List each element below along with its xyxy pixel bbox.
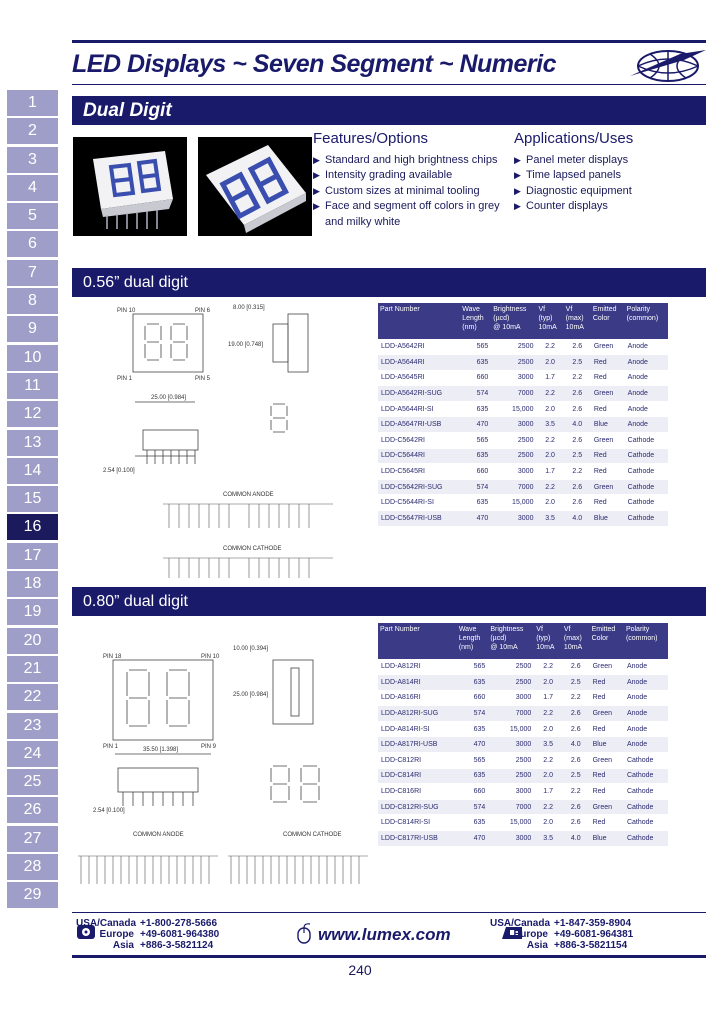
dim-pin-spacing: 2.54 [0.100]: [103, 468, 135, 474]
cell-bright: 3000: [488, 784, 534, 800]
dim-height: 25.00 [0.984]: [233, 692, 269, 698]
cell-part: LDD-A812RI: [378, 659, 457, 675]
header-title-rule: [72, 84, 706, 85]
col-part-number: Part Number: [378, 303, 460, 339]
col-vf-typ: Vf (typ) 10mA: [536, 303, 563, 339]
page-title: LED Displays ~ Seven Segment ~ Numeric: [72, 50, 556, 78]
cell-wave: 635: [457, 815, 489, 831]
cell-typ: 1.7: [534, 690, 562, 706]
side-tab-21[interactable]: 21: [7, 656, 58, 682]
cell-bright: 3000: [491, 370, 536, 386]
cell-pol: Cathode: [625, 511, 668, 527]
bullet-arrow-icon: ▶: [514, 170, 521, 181]
cell-part: LDD-A5642RI-SUG: [378, 386, 460, 402]
dim-pin-spacing: 2.54 [0.100]: [93, 808, 125, 814]
side-tab-17[interactable]: 17: [7, 543, 58, 569]
table-row: [378, 721, 668, 737]
pin-label-6: PIN 6: [195, 308, 211, 314]
cell-wave: 574: [457, 706, 489, 722]
cell-typ: 2.2: [534, 799, 562, 815]
cell-typ: 2.0: [536, 401, 563, 417]
product-photo-front: [198, 137, 312, 236]
col-vf-max: Vf (max) 10mA: [562, 623, 590, 659]
cell-wave: 635: [460, 401, 491, 417]
side-tab-25[interactable]: 25: [7, 769, 58, 795]
side-tab-10[interactable]: 10: [7, 345, 58, 371]
cell-wave: 635: [457, 768, 489, 784]
cell-color: Blue: [591, 417, 625, 433]
side-tab-19[interactable]: 19: [7, 599, 58, 625]
table-row: [378, 737, 668, 753]
bullet-arrow-icon: ▶: [514, 185, 521, 196]
cell-pol: Anode: [624, 721, 668, 737]
cell-wave: 635: [460, 355, 491, 371]
side-tab-28[interactable]: 28: [7, 854, 58, 880]
cell-typ: 1.7: [534, 784, 562, 800]
table-row: [378, 675, 668, 691]
pin-label-9: PIN 9: [201, 744, 217, 750]
cell-part: LDD-A5647RI-USB: [378, 417, 460, 433]
cell-pol: Anode: [625, 339, 668, 355]
diagram-common-anode: COMMON ANODE: [133, 832, 184, 838]
cell-typ: 2.0: [536, 495, 563, 511]
table-row: [378, 448, 668, 464]
cell-max: 2.6: [562, 815, 590, 831]
cell-part: LDD-A5645RI: [378, 370, 460, 386]
cell-pol: Anode: [624, 706, 668, 722]
pin-label-10: PIN 10: [201, 654, 220, 660]
features-list: [313, 153, 500, 230]
cell-color: Red: [590, 815, 624, 831]
list-item: ▶ Face and segment off colors in grey: [313, 199, 500, 214]
cell-pol: Cathode: [624, 815, 668, 831]
cell-max: 2.5: [562, 768, 590, 784]
side-tab-7[interactable]: 7: [7, 260, 58, 286]
dim-width: 35.50 [1.398]: [143, 747, 179, 753]
side-tab-6[interactable]: 6: [7, 231, 58, 257]
cell-color: Blue: [590, 737, 624, 753]
cell-part: LDD-C812RI: [378, 753, 457, 769]
table-row: [378, 831, 668, 847]
table-row: [378, 417, 668, 433]
cell-max: 2.6: [562, 659, 590, 675]
cell-part: LDD-C814RI-SI: [378, 815, 457, 831]
diagram-common-cathode: COMMON CATHODE: [283, 832, 342, 838]
side-tab-4[interactable]: 4: [7, 175, 58, 201]
cell-part: LDD-C812RI-SUG: [378, 799, 457, 815]
cell-part: LDD-A816RI: [378, 690, 457, 706]
side-tab-18[interactable]: 18: [7, 571, 58, 597]
cell-max: 4.0: [564, 511, 591, 527]
features-heading: Features/Options: [313, 130, 429, 147]
cell-typ: 2.0: [536, 355, 563, 371]
page-number: 240: [348, 962, 372, 978]
side-tab-12[interactable]: 12: [7, 401, 58, 427]
table-row: [378, 386, 668, 402]
cell-wave: 660: [460, 370, 491, 386]
cell-max: 4.0: [562, 831, 590, 847]
cell-pol: Cathode: [624, 799, 668, 815]
cell-bright: 2500: [488, 659, 534, 675]
side-tab-15[interactable]: 15: [7, 486, 58, 512]
cell-color: Green: [591, 339, 625, 355]
bullet-arrow-icon: ▶: [313, 201, 320, 212]
dim-width: 25.00 [0.984]: [151, 395, 187, 401]
section-bar-056: 0.56” dual digit: [72, 268, 706, 297]
table-row: [378, 815, 668, 831]
dim-depth: 10.00 [0.394]: [233, 646, 269, 652]
table-row: [378, 433, 668, 449]
list-item: ▶ Standard and high brightness chips: [313, 153, 500, 168]
section-bar-080: 0.80” dual digit: [72, 587, 706, 616]
contact-phone-numbers: USA/Canada +1-800-278-5666 Europe +49-6081-964380 Asia +886-3-5821124: [76, 918, 220, 951]
dim-height: 19.00 [0.748]: [228, 342, 264, 348]
cell-max: 2.2: [562, 690, 590, 706]
cell-typ: 3.5: [534, 737, 562, 753]
parts-table-056: [378, 303, 668, 526]
table-row: [378, 355, 668, 371]
side-tab-2[interactable]: 2: [7, 118, 58, 144]
cell-wave: 565: [460, 433, 491, 449]
cell-color: Red: [591, 370, 625, 386]
cell-wave: 660: [460, 464, 491, 480]
cell-part: LDD-A5644RI-SI: [378, 401, 460, 417]
cell-bright: 7000: [491, 386, 536, 402]
cell-bright: 2500: [491, 448, 536, 464]
footer-bottom-rule: [72, 955, 706, 958]
cell-bright: 3000: [491, 417, 536, 433]
cell-wave: 635: [460, 495, 491, 511]
cell-pol: Anode: [624, 675, 668, 691]
footer-top-rule: [72, 912, 706, 913]
cell-typ: 1.7: [536, 464, 563, 480]
header-top-rule: [72, 40, 706, 43]
side-tab-strip: [7, 90, 58, 911]
cell-bright: 7000: [488, 799, 534, 815]
cell-bright: 3000: [488, 690, 534, 706]
cell-pol: Cathode: [625, 433, 668, 449]
section-bar-dual-digit: Dual Digit: [72, 96, 706, 125]
parts-table-080: [378, 623, 668, 846]
cell-color: Red: [590, 784, 624, 800]
col-polarity: Polarity (common): [624, 623, 668, 659]
col-wavelength: Wave Length (nm): [460, 303, 491, 339]
cell-wave: 635: [460, 448, 491, 464]
product-photo-angled: [73, 137, 187, 236]
cell-pol: Cathode: [625, 479, 668, 495]
side-tab-16[interactable]: 16: [7, 514, 58, 540]
cell-bright: 2500: [491, 433, 536, 449]
cell-max: 2.6: [562, 799, 590, 815]
cell-pol: Cathode: [624, 831, 668, 847]
table-row: [378, 659, 668, 675]
cell-bright: 15,000: [491, 495, 536, 511]
cell-color: Red: [591, 355, 625, 371]
cell-color: Blue: [591, 511, 625, 527]
brand-globe-logo: [610, 46, 706, 84]
cell-part: LDD-C5642RI: [378, 433, 460, 449]
cell-wave: 574: [460, 479, 491, 495]
cell-color: Green: [591, 433, 625, 449]
cell-pol: Anode: [625, 355, 668, 371]
cell-pol: Cathode: [624, 784, 668, 800]
side-tab-11[interactable]: 11: [7, 373, 58, 399]
cell-bright: 3000: [491, 511, 536, 527]
bullet-arrow-icon: ▶: [514, 201, 521, 212]
col-emitted-color: Emitted Color: [590, 623, 624, 659]
cell-max: 2.6: [564, 386, 591, 402]
side-tab-14[interactable]: 14: [7, 458, 58, 484]
cell-part: LDD-A817RI-USB: [378, 737, 457, 753]
cell-pol: Anode: [624, 690, 668, 706]
list-item: ▶ Counter displays: [514, 199, 632, 214]
cell-max: 2.6: [564, 339, 591, 355]
cell-wave: 574: [457, 799, 489, 815]
cell-bright: 2500: [488, 675, 534, 691]
cell-color: Red: [591, 495, 625, 511]
cell-color: Green: [590, 753, 624, 769]
bullet-arrow-icon: ▶: [313, 155, 320, 165]
cell-wave: 660: [457, 690, 489, 706]
cell-typ: 3.5: [536, 511, 563, 527]
pin-label-1: PIN 1: [117, 376, 133, 382]
cell-wave: 565: [460, 339, 491, 355]
cell-pol: Cathode: [625, 448, 668, 464]
cell-max: 2.6: [564, 479, 591, 495]
cell-max: 2.5: [562, 675, 590, 691]
cell-typ: 1.7: [536, 370, 563, 386]
side-tab-13[interactable]: 13: [7, 430, 58, 456]
pin-label-18: PIN 18: [103, 654, 122, 660]
cell-max: 2.2: [564, 370, 591, 386]
cell-max: 2.6: [562, 721, 590, 737]
cell-max: 2.6: [564, 433, 591, 449]
cell-max: 4.0: [564, 417, 591, 433]
cell-bright: 15,000: [488, 721, 534, 737]
cell-wave: 470: [460, 511, 491, 527]
list-item: ▶ Intensity grading available: [313, 168, 500, 183]
cell-bright: 7000: [488, 706, 534, 722]
website-link[interactable]: www.lumex.com: [318, 925, 451, 944]
side-tab-3[interactable]: 3: [7, 147, 58, 173]
table-row: [378, 511, 668, 527]
side-tab-27[interactable]: 27: [7, 826, 58, 852]
cell-part: LDD-C5644RI: [378, 448, 460, 464]
cell-color: Green: [590, 799, 624, 815]
table-row: [378, 464, 668, 480]
side-tab-8[interactable]: 8: [7, 288, 58, 314]
list-item: ▶ Diagnostic equipment: [514, 184, 632, 199]
cell-wave: 635: [457, 675, 489, 691]
cell-max: 4.0: [562, 737, 590, 753]
cell-pol: Anode: [625, 417, 668, 433]
cell-pol: Anode: [624, 659, 668, 675]
cell-part: LDD-C816RI: [378, 784, 457, 800]
cell-color: Red: [591, 448, 625, 464]
cell-wave: 470: [457, 831, 489, 847]
cell-part: LDD-A812RI-SUG: [378, 706, 457, 722]
table-row: [378, 768, 668, 784]
cell-part: LDD-C814RI: [378, 768, 457, 784]
table-row: [378, 784, 668, 800]
cell-typ: 3.5: [536, 417, 563, 433]
cell-typ: 2.2: [534, 706, 562, 722]
cell-max: 2.2: [562, 784, 590, 800]
cell-max: 2.5: [564, 448, 591, 464]
side-tab-22[interactable]: 22: [7, 684, 58, 710]
cell-bright: 2500: [491, 355, 536, 371]
cell-bright: 3000: [488, 831, 534, 847]
table-row: [378, 479, 668, 495]
cell-wave: 574: [460, 386, 491, 402]
table-row: [378, 799, 668, 815]
pin-label-10: PIN 10: [117, 308, 136, 314]
cell-bright: 2500: [491, 339, 536, 355]
cell-part: LDD-A5644RI: [378, 355, 460, 371]
cell-wave: 565: [457, 753, 489, 769]
cell-max: 2.2: [564, 464, 591, 480]
side-tab-20[interactable]: 20: [7, 628, 58, 654]
cell-bright: 3000: [491, 464, 536, 480]
table-row: [378, 401, 668, 417]
pin-label-1: PIN 1: [103, 744, 119, 750]
cell-color: Red: [591, 401, 625, 417]
table-row: [378, 706, 668, 722]
cell-bright: 2500: [488, 753, 534, 769]
bullet-arrow-icon: ▶: [514, 155, 521, 165]
col-wavelength: Wave Length (nm): [457, 623, 489, 659]
cell-color: Red: [590, 690, 624, 706]
table-row: [378, 370, 668, 386]
pin-label-5: PIN 5: [195, 376, 211, 382]
cell-pol: Cathode: [625, 464, 668, 480]
cell-wave: 635: [457, 721, 489, 737]
cell-typ: 2.2: [536, 339, 563, 355]
cell-color: Red: [590, 721, 624, 737]
diagram-common-cathode: COMMON CATHODE: [223, 546, 282, 552]
col-brightness: Brightness (µcd) @ 10mA: [488, 623, 534, 659]
cell-bright: 2500: [488, 768, 534, 784]
cell-wave: 565: [457, 659, 489, 675]
col-vf-max: Vf (max) 10mA: [564, 303, 591, 339]
cell-pol: Anode: [625, 386, 668, 402]
applications-list: [514, 153, 632, 215]
cell-pol: Cathode: [625, 495, 668, 511]
cell-typ: 2.0: [534, 721, 562, 737]
bullet-arrow-icon: ▶: [313, 185, 320, 196]
cell-part: LDD-C5647RI-USB: [378, 511, 460, 527]
cell-color: Green: [590, 659, 624, 675]
side-tab-23[interactable]: 23: [7, 713, 58, 739]
col-emitted-color: Emitted Color: [591, 303, 625, 339]
cell-part: LDD-A5642RI: [378, 339, 460, 355]
table-row: [378, 690, 668, 706]
cell-part: LDD-A814RI: [378, 675, 457, 691]
cell-typ: 2.0: [534, 768, 562, 784]
cell-pol: Cathode: [624, 753, 668, 769]
cell-part: LDD-C5645RI: [378, 464, 460, 480]
cell-max: 2.6: [564, 401, 591, 417]
list-item-continuation: and milky white: [325, 215, 401, 228]
cell-pol: Anode: [624, 737, 668, 753]
cell-color: Red: [591, 464, 625, 480]
side-tab-9[interactable]: 9: [7, 316, 58, 342]
cell-max: 2.6: [562, 753, 590, 769]
cell-typ: 2.2: [536, 386, 563, 402]
cell-typ: 2.2: [534, 753, 562, 769]
cell-wave: 660: [457, 784, 489, 800]
cell-typ: 2.0: [534, 675, 562, 691]
cell-color: Green: [591, 479, 625, 495]
col-brightness: Brightness (µcd) @ 10mA: [491, 303, 536, 339]
cell-color: Red: [590, 675, 624, 691]
dim-depth: 8.00 [0.315]: [233, 305, 265, 311]
cell-wave: 470: [457, 737, 489, 753]
cell-typ: 2.0: [534, 815, 562, 831]
contact-fax-numbers: USA/Canada +1-847-359-8904 Europe +49-6081-964381 Asia +886-3-5821154: [490, 918, 634, 951]
cell-max: 2.6: [562, 706, 590, 722]
side-tab-5[interactable]: 5: [7, 203, 58, 229]
side-tab-29[interactable]: 29: [7, 882, 58, 908]
dimension-drawing-080: [73, 620, 373, 888]
cell-typ: 3.5: [534, 831, 562, 847]
cell-typ: 2.0: [536, 448, 563, 464]
cell-part: LDD-C5644RI-SI: [378, 495, 460, 511]
col-vf-typ: Vf (typ) 10mA: [534, 623, 562, 659]
cell-max: 2.5: [564, 355, 591, 371]
cell-color: Blue: [590, 831, 624, 847]
cell-pol: Anode: [625, 370, 668, 386]
cell-bright: 7000: [491, 479, 536, 495]
list-item: ▶ Custom sizes at minimal tooling: [313, 184, 500, 199]
diagram-common-anode: COMMON ANODE: [223, 492, 274, 498]
mouse-icon: [294, 922, 314, 944]
cell-color: Green: [591, 386, 625, 402]
cell-typ: 2.2: [534, 659, 562, 675]
bullet-arrow-icon: ▶: [313, 170, 320, 181]
cell-max: 2.6: [564, 495, 591, 511]
cell-typ: 2.2: [536, 479, 563, 495]
cell-part: LDD-A814RI-SI: [378, 721, 457, 737]
dimension-drawing-056: [73, 300, 373, 583]
col-polarity: Polarity (common): [625, 303, 668, 339]
side-tab-1[interactable]: 1: [7, 90, 58, 116]
cell-wave: 470: [460, 417, 491, 433]
list-item: ▶ Time lapsed panels: [514, 168, 632, 183]
cell-bright: 15,000: [488, 815, 534, 831]
cell-part: LDD-C5642RI-SUG: [378, 479, 460, 495]
table-row: [378, 753, 668, 769]
side-tab-24[interactable]: 24: [7, 741, 58, 767]
side-tab-26[interactable]: 26: [7, 797, 58, 823]
cell-pol: Cathode: [624, 768, 668, 784]
applications-heading: Applications/Uses: [514, 130, 634, 147]
cell-part: LDD-C817RI-USB: [378, 831, 457, 847]
table-row: [378, 339, 668, 355]
cell-color: Green: [590, 706, 624, 722]
col-part-number: Part Number: [378, 623, 457, 659]
cell-color: Red: [590, 768, 624, 784]
list-item: ▶ Panel meter displays: [514, 153, 632, 168]
cell-pol: Anode: [625, 401, 668, 417]
cell-bright: 3000: [488, 737, 534, 753]
cell-typ: 2.2: [536, 433, 563, 449]
table-row: [378, 495, 668, 511]
cell-bright: 15,000: [491, 401, 536, 417]
